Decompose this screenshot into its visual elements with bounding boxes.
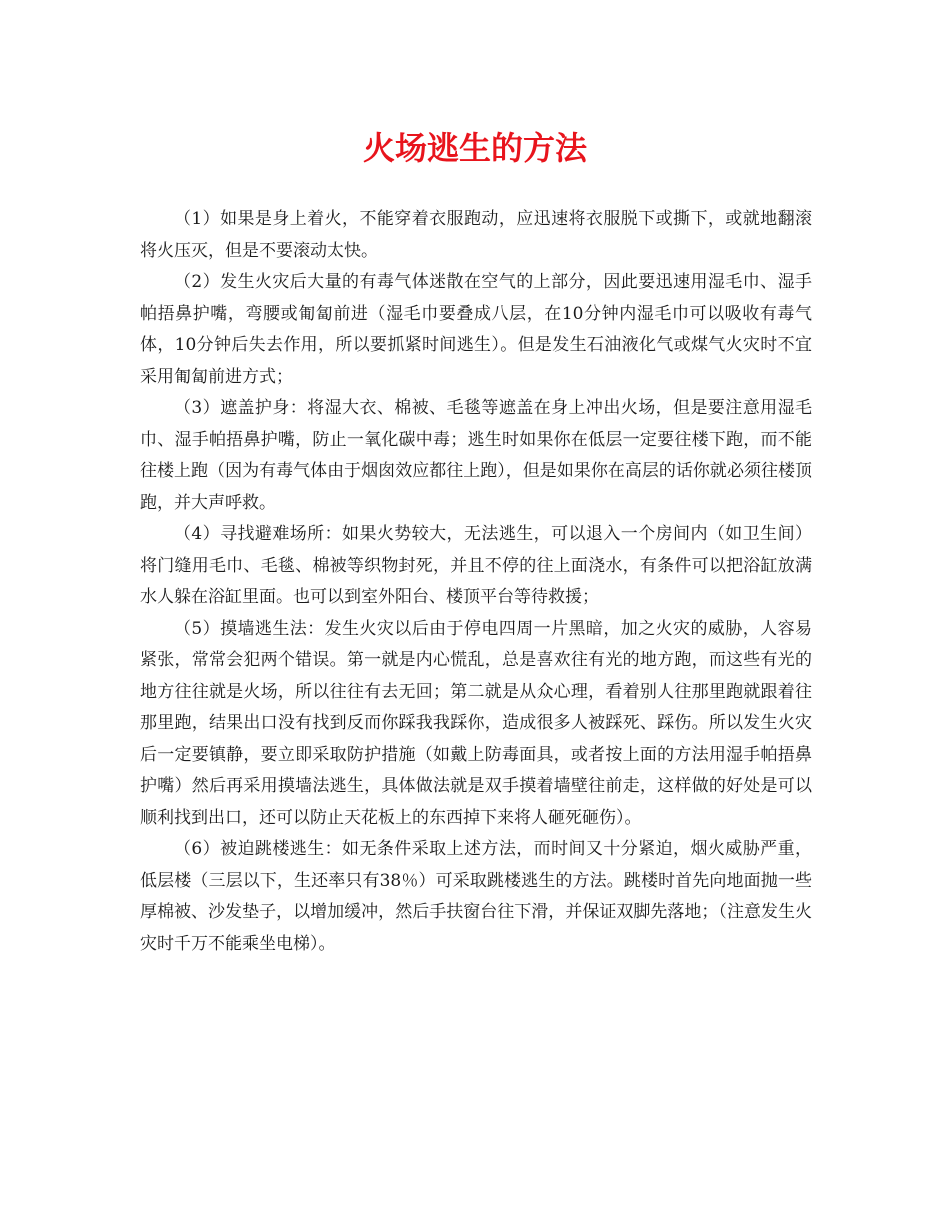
paragraph-5: （5）摸墙逃生法：发生火灾以后由于停电四周一片黑暗，加之火灾的威胁，人容易紧张，常常会犯两个错误。第一就是内心慌乱，总是喜欢往有光的地方跑，而这些有光的地方往往就是火场，所以往往有去无回；第二就是从众心理，看着别人往那里跑就跟着往那里跑，结果出口没有找到反而你踩我我踩你，造成很多人被踩死、踩伤。所以发生火灾后一定要镇静，要立即采取防护措施（如戴上防毒面具，或者按上面的方法用湿手帕捂鼻护嘴）然后再采用摸墙法逃生，具体做法就是双手摸着墙壁往前走，这样做的好处是可以顺利找到出口，还可以防止天花板上的东西掉下来将人砸死砸伤）。 xyxy=(140,618,812,828)
paragraph-1: （1）如果是身上着火，不能穿着衣服跑动，应迅速将衣服脱下或撕下，或就地翻滚将火压灭，但是不要滚动太快。 xyxy=(140,209,812,261)
paragraph-4: （4）寻找避难场所：如果火势较大，无法逃生，可以退入一个房间内（如卫生间）将门缝用毛巾、毛毯、棉被等织物封死，并且不停的往上面浇水，有条件可以把浴缸放满水人躲在浴缸里面。也可以到室外阳台、楼顶平台等待救援； xyxy=(140,524,812,607)
paragraph-2: （2）发生火灾后大量的有毒气体迷散在空气的上部分，因此要迅速用湿毛巾、湿手帕捂鼻护嘴，弯腰或匍匐前进（湿毛巾要叠成八层，在10分钟内湿毛巾可以吸收有毒气体，10分钟后失去作用，所以要抓紧时间逃生）。但是发生石油液化气或煤气火灾时不宜采用匍匐前进方式； xyxy=(140,272,812,387)
document-body xyxy=(140,204,812,960)
document-title: 火场逃生的方法 xyxy=(362,129,587,167)
paragraph-6: （6）被迫跳楼逃生：如无条件采取上述方法，而时间又十分紧迫，烟火威胁严重，低层楼（三层以下，生还率只有38％）可采取跳楼逃生的方法。跳楼时首先向地面抛一些厚棉被、沙发垫子，以增加缓冲，然后手扶窗台往下滑，并保证双脚先落地；（注意发生火灾时千万不能乘坐电梯）。 xyxy=(140,839,812,954)
paragraph-3: （3）遮盖护身：将湿大衣、棉被、毛毯等遮盖在身上冲出火场，但是要注意用湿毛巾、湿手帕捂鼻护嘴，防止一氧化碳中毒；逃生时如果你在低层一定要往楼下跑，而不能往楼上跑（因为有毒气体由于烟囱效应都往上跑），但是如果你在高层的话你就必须往楼顶跑，并大声呼救。 xyxy=(140,398,812,513)
